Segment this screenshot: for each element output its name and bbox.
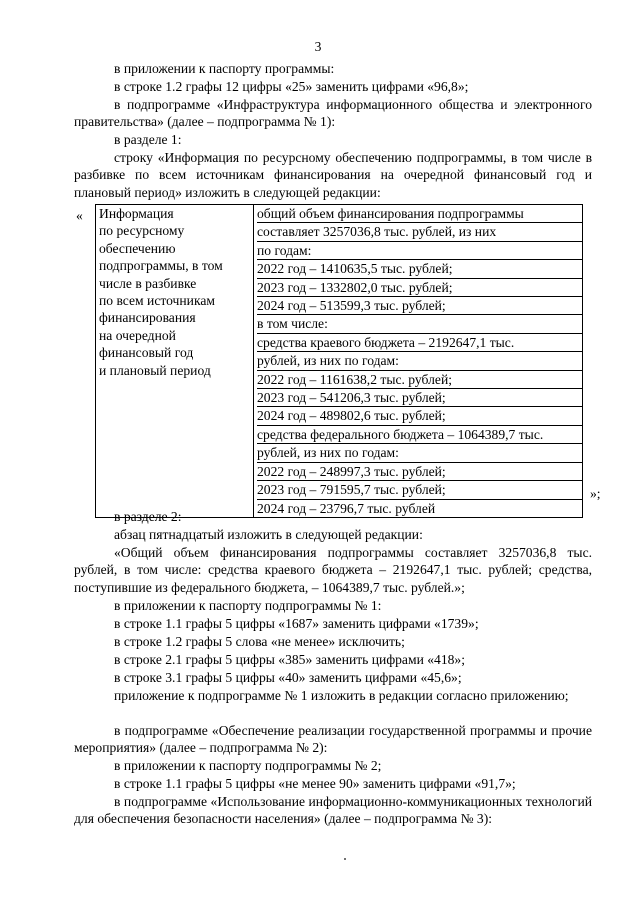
paragraph-total-financing: «Общий объем финансирования подпрограммы составляет 3257036,8 тыс. рублей, в том числе: средства краевого бюджета – 2192647,1 тыс. рублей; средства, поступившие из федерального бюджета, – 1064389,7 тыс. рублей.»; (74, 545, 592, 595)
paragraph-row-1-2: в строке 1.2 графы 12 цифры «25» заменить цифрами «96,8»; (114, 79, 469, 94)
paragraph-subprogram-2: в подпрограмме «Обеспечение реализации государственной программы и прочие мероприятия» (далее – подпрограмма № 2): (74, 723, 592, 756)
paragraph-row-1-1-sub2: в строке 1.1 графы 5 цифры «не менее 90» заменить цифрами «91,7»; (114, 776, 516, 791)
page-number: 3 (314, 39, 322, 54)
right-line: 2022 год – 1410635,5 тыс. рублей; (257, 260, 582, 278)
table-right-cell (254, 205, 583, 518)
right-line: 2022 год – 1161638,2 тыс. рублей; (257, 371, 582, 389)
table-left-cell (96, 205, 254, 518)
left-line: финансовый год (99, 345, 194, 361)
right-line: 2024 год – 513599,3 тыс. рублей; (257, 297, 582, 315)
paragraph-row-1-1: в строке 1.1 графы 5 цифры «1687» заменить цифрами «1739»; (114, 616, 479, 631)
table-open-quote: « (76, 208, 83, 223)
paragraph-section-2: в разделе 2: (114, 509, 182, 524)
right-line: составляет 3257036,8 тыс. рублей, из них (257, 223, 582, 241)
paragraph-row-3-1: в строке 3.1 графы 5 цифры «40» заменить цифрами «45,6»; (114, 670, 462, 685)
right-line: средства краевого бюджета – 2192647,1 тыс. (257, 334, 582, 352)
right-line: 2023 год – 1332802,0 тыс. рублей; (257, 279, 582, 297)
paragraph-abzac-15: абзац пятнадцатый изложить в следующей редакции: (114, 527, 423, 542)
left-line: на очередной (99, 327, 176, 343)
right-line: рублей, из них по годам: (257, 444, 582, 462)
right-line: 2024 год – 489802,6 тыс. рублей; (257, 407, 582, 425)
scan-speck (344, 858, 346, 860)
right-line: рублей, из них по годам: (257, 352, 582, 370)
table-close-quote: »; (590, 486, 601, 501)
right-line: в том числе: (257, 315, 582, 333)
paragraph-section-1: в разделе 1: (114, 132, 182, 147)
paragraph-subprogram-1: в подпрограмме «Инфраструктура информационного общества и электронного правительства» (далее – подпрограмма № 1): (74, 97, 592, 130)
left-line: финансирования (99, 310, 196, 326)
right-line: средства федерального бюджета – 1064389,7 тыс. (257, 426, 582, 444)
paragraph-appendix-sub1: в приложении к паспорту подпрограммы № 1: (114, 598, 382, 613)
paragraph-appendix-program: в приложении к паспорту программы: (114, 61, 335, 76)
right-line: общий объем финансирования подпрограммы (257, 205, 582, 223)
paragraph-resource-row: строку «Информация по ресурсному обеспечению подпрограммы, в том числе в разбивке по всем источникам финансирования на очередной финансовый год и плановый период» изложить в следующей редакции: (74, 150, 592, 200)
paragraph-appendix-sub2: в приложении к паспорту подпрограммы № 2; (114, 758, 382, 773)
right-line: 2024 год – 23796,7 тыс. рублей (257, 500, 436, 516)
left-line: Информация (99, 206, 174, 221)
right-line: 2023 год – 541206,3 тыс. рублей; (257, 389, 582, 407)
paragraph-row-1-2-sub: в строке 1.2 графы 5 слова «не менее» исключить; (114, 634, 405, 649)
paragraph-appendix-edit: приложение к подпрограмме № 1 изложить в редакции согласно приложению; (114, 688, 569, 703)
paragraph-row-2-1: в строке 2.1 графы 5 цифры «385» заменить цифрами «418»; (114, 652, 466, 667)
left-line: по всем источникам (99, 293, 215, 309)
left-line: числе в разбивке (99, 275, 197, 291)
right-line: 2022 год – 248997,3 тыс. рублей; (257, 463, 582, 481)
paragraph-subprogram-3: в подпрограмме «Использование информационно-коммуникационных технологий для обеспечения безопасности населения» (далее – подпрограмма № 3): (74, 794, 592, 827)
left-line: и плановый период (99, 362, 211, 378)
left-line: обеспечению (99, 240, 176, 256)
right-line: 2023 год – 791595,7 тыс. рублей; (257, 481, 582, 499)
right-line: по годам: (257, 242, 582, 260)
left-line: подпрограммы, в том (99, 258, 223, 274)
left-line: по ресурсному (99, 223, 185, 239)
resource-table (95, 204, 583, 518)
